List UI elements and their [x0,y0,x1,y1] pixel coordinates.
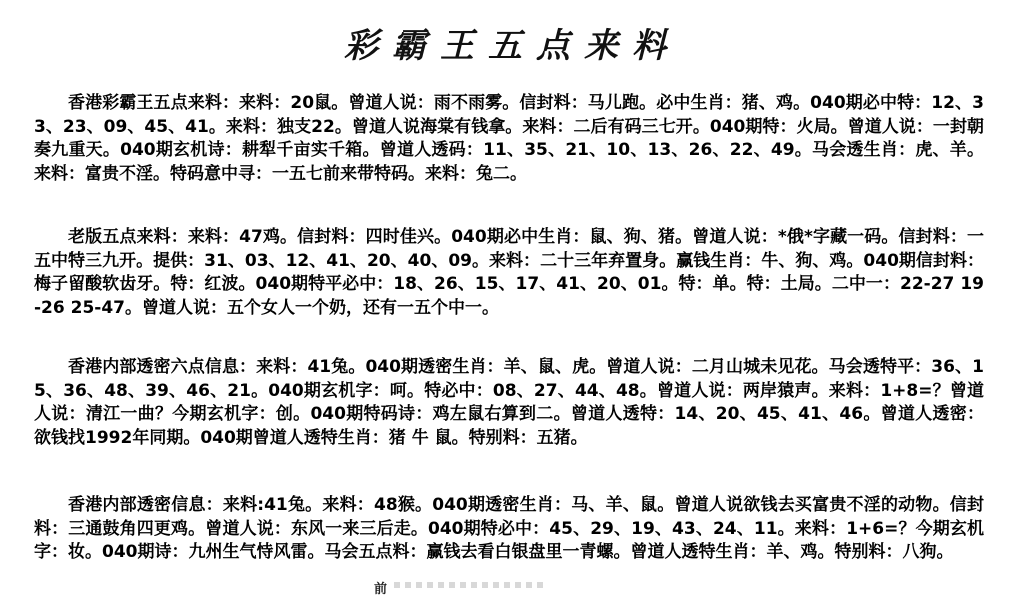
section-hk-internal-info: 香港内部透密信息：来料:41兔。来料：48猴。040期透密生肖：马、羊、鼠。曾道人说欲钱去买富贵不淫的动物。信封料：三通鼓角四更鸡。曾道人说：东风一来三后走。040期特必中：45、29、19、43、24、11。来料：1+6=？今期玄机字：妆。040期诗：九州生气恃风雷。马会五点料：赢钱去看白银盘里一青螺。曾道人透特生肖：羊、鸡。特别料：八狗。 [34,495,984,563]
faint-footer-line [394,582,544,588]
section-hk-internal-six-points: 香港内部透密六点信息：来料：41兔。040期透密生肖：羊、鼠、虎。曾道人说：二月山城未见花。马会透特平：36、15、36、48、39、46、21。040期玄机字：呵。特必中：08、27、44、48。曾道人说：两岸猿声。来料：1+8=？曾道人说：清江一曲？今期玄机字：创。040期特码诗：鸡左鼠右算到二。曾道人透特：14、20、45、41、46。曾道人透密：欲钱找1992年同期。040期曾道人透特生肖：猪 牛 鼠。特别料：五猪。 [34,357,984,448]
footer-mark: 前 [374,582,388,597]
section-old-version-five-points: 老版五点来料：来料：47鸡。信封料：四时佳兴。040期必中生肖：鼠、狗、猪。曾道人说：*俄*字藏一码。信封料：一五中特三九开。提供：31、03、12、41、20、40、09。来料：二十三年弃置身。赢钱生肖：牛、狗、鸡。040期信封料：梅子留酸软齿牙。特：红波。040期特平必中：18、26、15、17、41、20、01。特：单。特：土局。二中一：22-27 19-26 25-47。曾道人说：五个女人一个奶，还有一五个中一。 [34,227,984,318]
page-title: 彩霸王五点来料 [344,26,680,66]
section-caibawang-five-points: 香港彩霸王五点来料：来料：20鼠。曾道人说：雨不雨雾。信封料：马儿跑。必中生肖：猪、鸡。040期必中特：12、33、23、09、45、41。来料：独支22。曾道人说海棠有钱拿。来料：二后有码三七开。040期特：火局。曾道人说：一封朝奏九重天。040期玄机诗：耕犁千亩实千箱。曾道人透码：11、35、21、10、13、26、22、49。马会透生肖：虎、羊。来料：富贵不淫。特码意中寻：一五七前来带特码。来料：兔二。 [34,93,984,184]
